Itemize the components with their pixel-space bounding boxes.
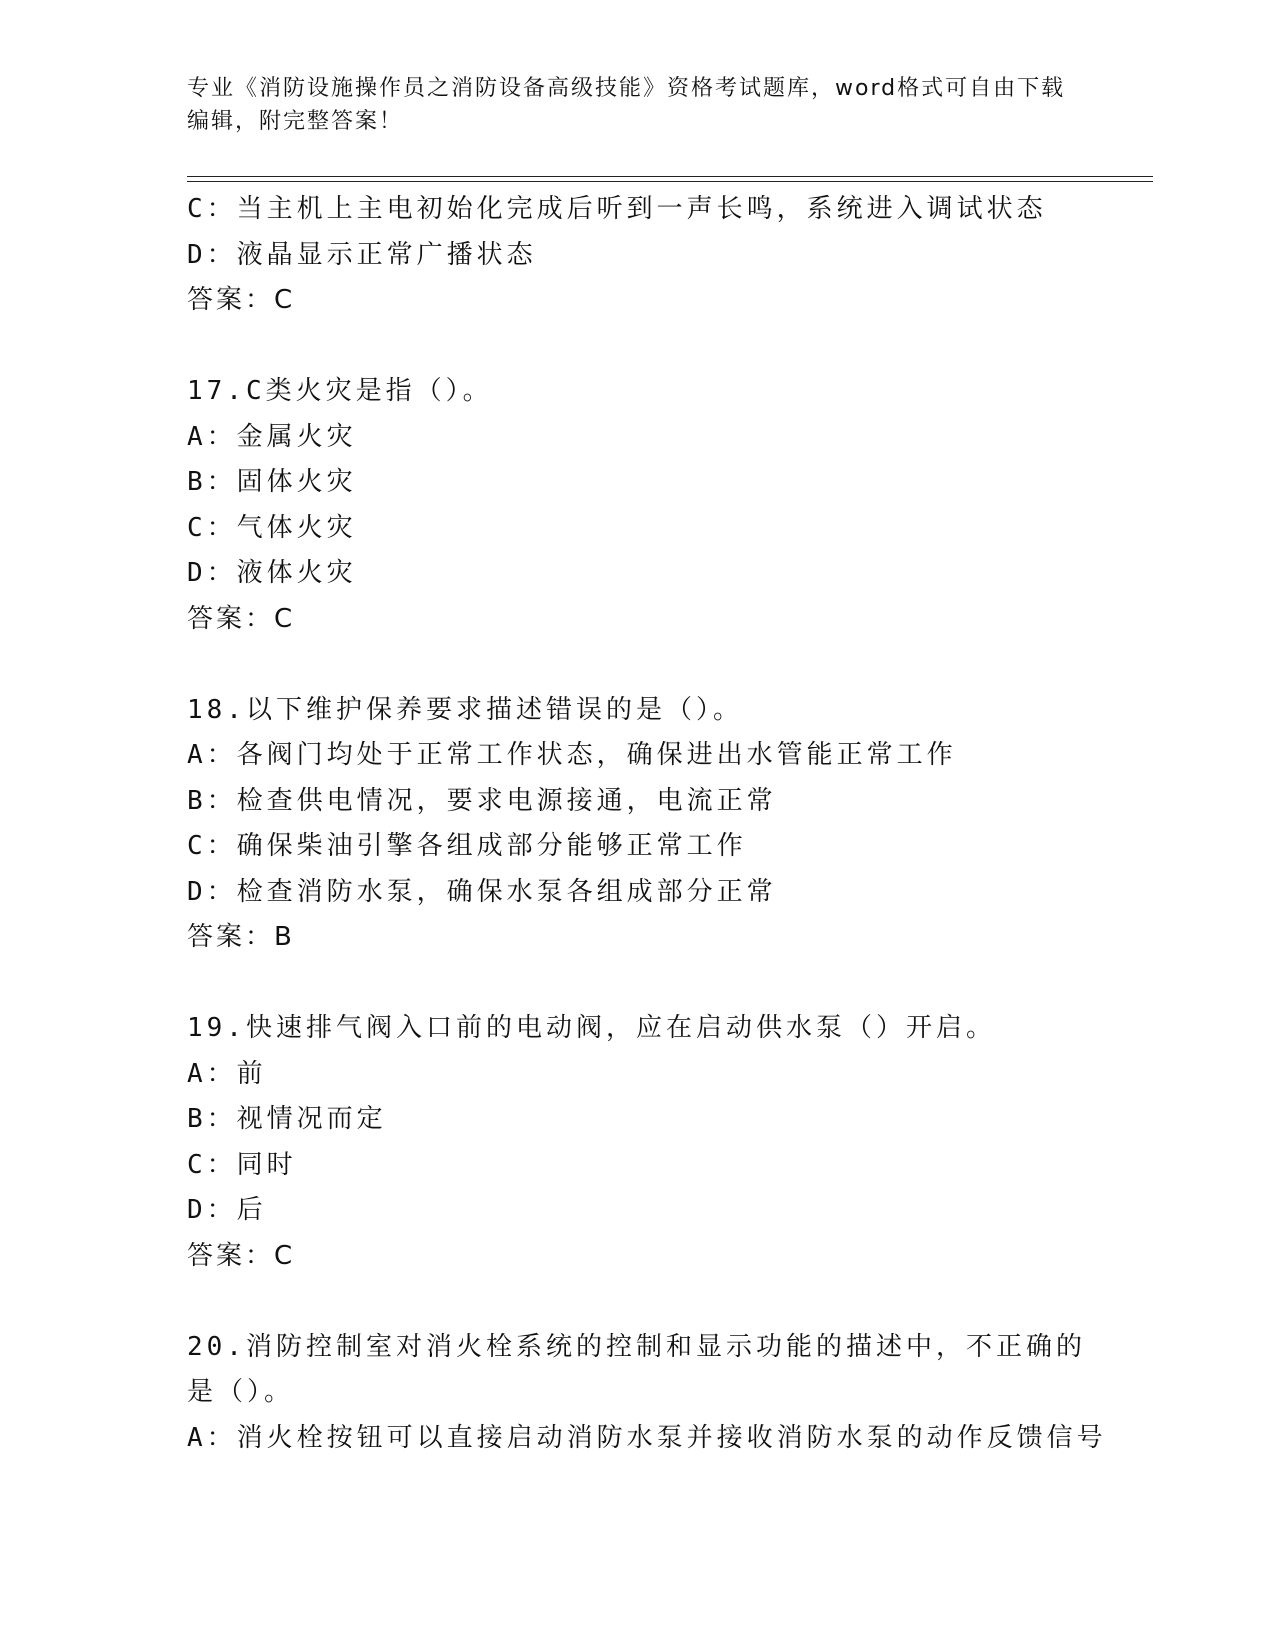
option-item: B：固体火灾 (187, 467, 357, 497)
document-header (187, 72, 1087, 138)
option-item: C：确保柴油引擎各组成部分能够正常工作 (187, 831, 747, 861)
question-list (187, 187, 1107, 1461)
question-stem: 19.快速排气阀入口前的电动阀，应在启动供水泵（）开启。 (187, 1013, 996, 1043)
question-stem: 17.C类火灾是指（）。 (187, 376, 493, 406)
option-item: A：金属火灾 (187, 421, 357, 452)
question-stem: 20.消防控制室对消火栓系统的控制和显示功能的描述中，不正确的是（）。 (187, 1331, 1086, 1407)
option-item: D：检查消防水泵，确保水泵各组成部分正常 (187, 876, 777, 907)
header-text: 专业《消防设施操作员之消防设备高级技能》资格考试题库，word格式可自由下载编辑，附完整答案！ (187, 76, 1066, 134)
option-item: D：液晶显示正常广播状态 (187, 239, 537, 270)
option-item: B：视情况而定 (187, 1104, 387, 1134)
spacer (187, 642, 1087, 688)
header-rule-top (187, 176, 1153, 177)
header-rule-bottom (187, 181, 1153, 182)
option-item: A：各阀门均处于正常工作状态，确保进出水管能正常工作 (187, 740, 957, 770)
option-item: B：检查供电情况，要求电源接通，电流正常 (187, 785, 777, 816)
option-item: C：同时 (187, 1149, 297, 1180)
spacer (187, 961, 1087, 1007)
option-item: A：前 (187, 1058, 267, 1089)
option-item: C：气体火灾 (187, 512, 357, 543)
answer-line: 答案：C (187, 285, 296, 315)
option-item: D：液体火灾 (187, 558, 357, 588)
option-item: A：消火栓按钮可以直接启动消防水泵并接收消防水泵的动作反馈信号 (187, 1422, 1107, 1453)
question-stem: 18.以下维护保养要求描述错误的是（）。 (187, 694, 743, 725)
option-item: C：当主机上主电初始化完成后听到一声长鸣，系统进入调试状态 (187, 194, 1047, 224)
answer-line: 答案：C (187, 1240, 296, 1271)
option-item: D：后 (187, 1195, 267, 1225)
answer-line: 答案：C (187, 603, 296, 634)
spacer (187, 324, 1087, 370)
answer-line: 答案：B (187, 922, 295, 952)
spacer (187, 1279, 1087, 1325)
